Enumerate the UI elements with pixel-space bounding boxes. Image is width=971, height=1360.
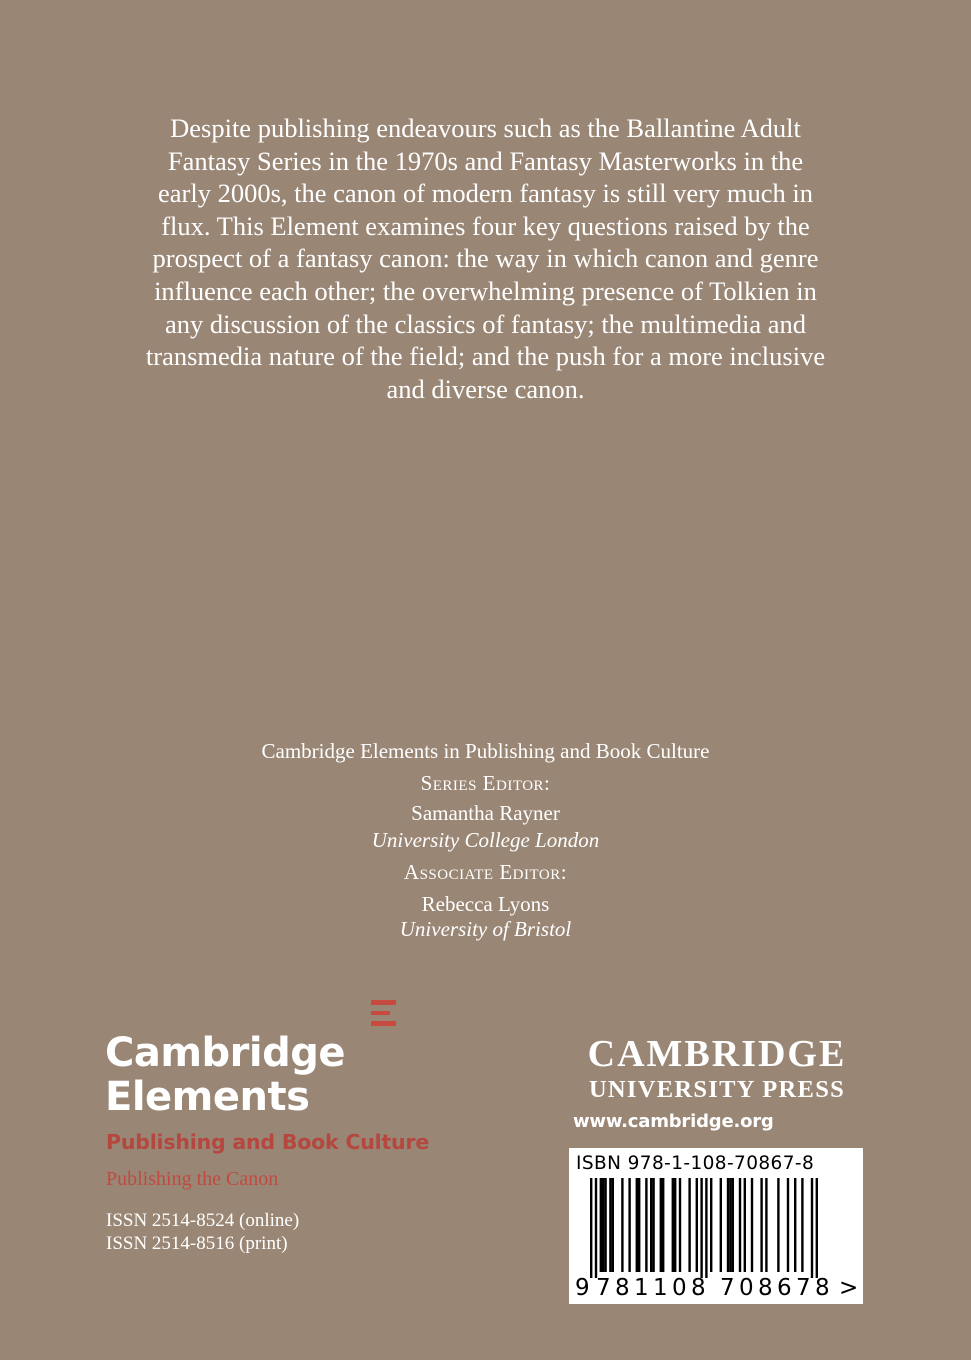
elements-logo-mark [371,1000,396,1032]
barcode-bar [794,1178,796,1272]
description-blurb [100,112,871,405]
cambridge-elements-logo [105,1031,345,1119]
barcode-bar [739,1178,741,1272]
blurb-line: and diverse canon. [386,373,585,404]
issn-print: ISSN 2514-8516 (print) [106,1233,288,1254]
barcode-bar [705,1178,707,1278]
barcode-bar [787,1178,789,1272]
barcode-bar [765,1178,767,1272]
barcode-bar [751,1178,753,1272]
series-name: Cambridge Elements in Publishing and Book Culture [261,739,710,763]
logo-line-elements: Elements [105,1074,310,1120]
blurb-line: flux. This Element examines four key questions raised by the [161,210,810,241]
blurb-line: any discussion of the classics of fantasy; the multimedia and [164,308,806,339]
associate-editor-label: Associate Editor: [403,860,568,885]
issn-online: ISSN 2514-8524 (online) [106,1210,300,1231]
barcode-bar [729,1178,731,1272]
barcode-bar [628,1178,630,1272]
series-editors-block [170,736,801,942]
barcode-bar [777,1178,779,1272]
blurb-line: prospect of a fantasy canon: the way in which canon and genre [152,243,819,274]
barcode-bar [674,1178,676,1272]
series-editor-affiliation: University College London [371,828,600,853]
logo-mark-bar [371,1000,396,1005]
publisher-name: CAMBRIDGE [587,1033,847,1075]
blurb-line: early 2000s, the canon of modern fantasy is still very much in [158,178,813,209]
barcode-bar [696,1178,698,1272]
blurb-line: influence each other; the overwhelming presence of Tolkien in [154,275,817,306]
associate-editor-name: Rebecca Lyons [421,892,550,917]
barcode-bar [652,1178,654,1272]
series-subtitle: Publishing and Book Culture [106,1130,430,1154]
barcode-bar [638,1178,640,1272]
barcode-bar [612,1178,614,1272]
barcode-digit: 8 [758,1275,773,1301]
barcode-bar [595,1178,597,1278]
barcode-bar [602,1178,604,1272]
barcode-bar [744,1178,746,1272]
barcode-digit: 7 [720,1275,735,1301]
barcode-bar [816,1178,818,1278]
barcode-bar [732,1178,734,1272]
barcode-bar [688,1178,690,1272]
barcode-digits [569,1275,863,1301]
barcode-digit: 8 [815,1275,830,1301]
publisher-url: www.cambridge.org [573,1111,774,1132]
publisher-subname: UNIVERSITY PRESS [588,1076,846,1103]
series-editor-name: Samantha Rayner [411,801,560,826]
barcode-bar [660,1178,662,1272]
barcode-bar [700,1178,702,1278]
blurb-line: Fantasy Series in the 1970s and Fantasy Masterworks in the [167,145,804,176]
barcode-bar [609,1178,611,1272]
barcode-bar [801,1178,803,1272]
barcode-digit: > [839,1275,859,1301]
blurb-line: transmedia nature of the field; and the push for a more inclusive [145,341,826,372]
barcode-bar [636,1178,638,1272]
barcode-digit: 9 [575,1275,590,1301]
book-title: Publishing the Canon [106,1168,279,1190]
barcode-bar [621,1178,623,1272]
barcode-bar [727,1178,729,1272]
barcode-bar [679,1178,681,1272]
blurb-line: Despite publishing endeavours such as the Ballantine Adult [170,113,801,143]
barcode-digit: 7 [596,1275,611,1301]
isbn-label: ISBN 978-1-108-70867-8 [576,1153,815,1174]
barcode-digit: 1 [634,1275,649,1301]
barcode-bar [645,1178,647,1272]
issn-block [106,1209,299,1255]
isbn-barcode [569,1148,863,1304]
series-editor-label: Series Editor: [420,770,551,795]
barcode-bar [760,1178,762,1272]
barcode-digit: 7 [796,1275,811,1301]
barcode-bar [811,1178,813,1278]
barcode-bar [672,1178,674,1272]
barcode-bar [710,1178,712,1272]
barcode-bar [720,1178,722,1272]
barcode-digit: 0 [739,1275,754,1301]
barcode-digit: 8 [615,1275,630,1301]
logo-mark-bar [371,1011,390,1016]
logo-mark-bar [371,1021,396,1026]
barcode-digit: 1 [653,1275,668,1301]
logo-line-cambridge: Cambridge [105,1030,345,1076]
barcode-bar [604,1178,606,1272]
barcode-digit: 0 [672,1275,687,1301]
barcode-digit: 6 [777,1275,792,1301]
barcode-bar [600,1178,602,1272]
barcode-bar [650,1178,652,1272]
associate-editor-affiliation: University of Bristol [399,917,572,942]
barcode-bar [590,1178,592,1278]
barcode-bar [662,1178,664,1272]
barcode-digit: 8 [691,1275,706,1301]
